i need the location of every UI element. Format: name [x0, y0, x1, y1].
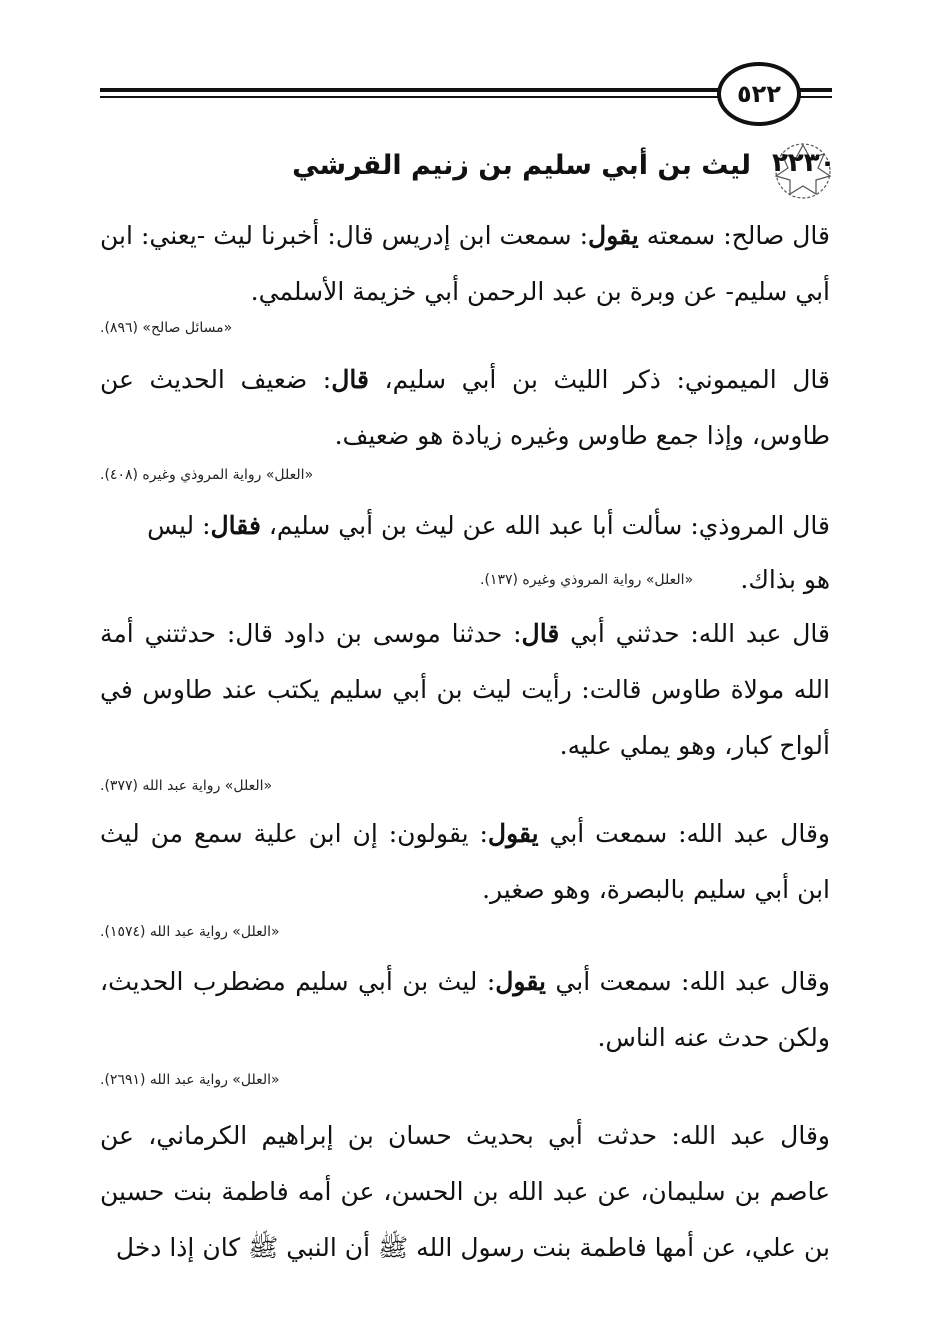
paragraph-bold-word: فقال [210, 511, 261, 540]
paragraph-3 [100, 498, 830, 554]
paragraph-text: : ليس [147, 511, 211, 540]
paragraph-text: : سمعت ابن إدريس قال: أخبرنا ليث -يعني: ابن أبي سليم- عن وبرة بن عبد الرحمن أبي خزيمة الأسلمي. [100, 221, 830, 306]
source-citation: «العلل» رواية عبد الله (٢٦٩١). [100, 1072, 280, 1088]
source-citation: «العلل» رواية المروذي وغيره (١٣٧). [480, 572, 694, 588]
paragraph-6 [100, 954, 830, 1066]
paragraph-bold-word: قال [331, 365, 369, 394]
page-number: ٥٢٢ [717, 62, 801, 126]
paragraph-bold-word: يقول [588, 221, 639, 250]
paragraph-text: : ليث بن أبي سليم مضطرب الحديث، ولكن حدث عنه الناس. [100, 967, 830, 1052]
paragraph-text: قال المروذي: سألت أبا عبد الله عن ليث بن أبي سليم، [260, 511, 830, 540]
header-rule-thick [100, 88, 720, 92]
paragraph-text: وقال عبد الله: حدثت أبي بحديث حسان بن إبراهيم الكرماني، عن عاصم بن سليمان، عن عبد الله بن الحسن، عن أمه فاطمة بنت حسين بن علي، عن أمها فاطمة بنت رسول الله ﷺ أن النبي ﷺ كان إذا دخل [100, 1121, 830, 1262]
paragraph-text: قال صالح: سمعته [638, 221, 830, 250]
source-citation: «العلل» رواية المروذي وغيره (٤٠٨). [100, 467, 314, 483]
source-citation: «العلل» رواية عبد الله (٣٧٧). [100, 778, 273, 794]
entry-number: ٢٢٣٠ [772, 148, 836, 178]
paragraph-text: قال الميموني: ذكر الليث بن أبي سليم، [368, 365, 830, 394]
source-citation: «مسائل صالح» (٨٩٦). [100, 320, 233, 336]
paragraph-bold-word: يقول [495, 967, 546, 996]
paragraph-text: وقال عبد الله: سمعت أبي [538, 819, 830, 848]
paragraph-1 [100, 208, 830, 320]
paragraph-text: : حدثنا موسى بن داود قال: حدثتني أمة الله مولاة طاوس قالت: رأيت ليث بن أبي سليم يكتب عند طاوس في ألواح كبار، وهو يملي عليه. [100, 619, 830, 760]
paragraph-bold-word: قال [521, 619, 560, 648]
paragraph-3-tail: هو بذاك. [740, 565, 830, 594]
paragraph-5 [100, 806, 830, 918]
paragraph-text: : يقولون: إن ابن علية سمع من ليث ابن أبي سليم بالبصرة، وهو صغير. [100, 819, 830, 904]
paragraph-text: قال عبد الله: حدثني أبي [559, 619, 830, 648]
paragraph-7 [100, 1108, 830, 1276]
paragraph-bold-word: يقول [487, 819, 539, 848]
entry-title: ليث بن أبي سليم بن زنيم القرشي [292, 150, 751, 181]
paragraph-text: وقال عبد الله: سمعت أبي [545, 967, 830, 996]
paragraph-4 [100, 606, 830, 774]
source-citation: «العلل» رواية عبد الله (١٥٧٤). [100, 924, 280, 940]
header-rule-thin [100, 96, 720, 98]
paragraph-text: : ضعيف الحديث عن طاوس، وإذا جمع طاوس وغيره زيادة هو ضعيف. [100, 365, 830, 450]
paragraph-2 [100, 352, 830, 464]
